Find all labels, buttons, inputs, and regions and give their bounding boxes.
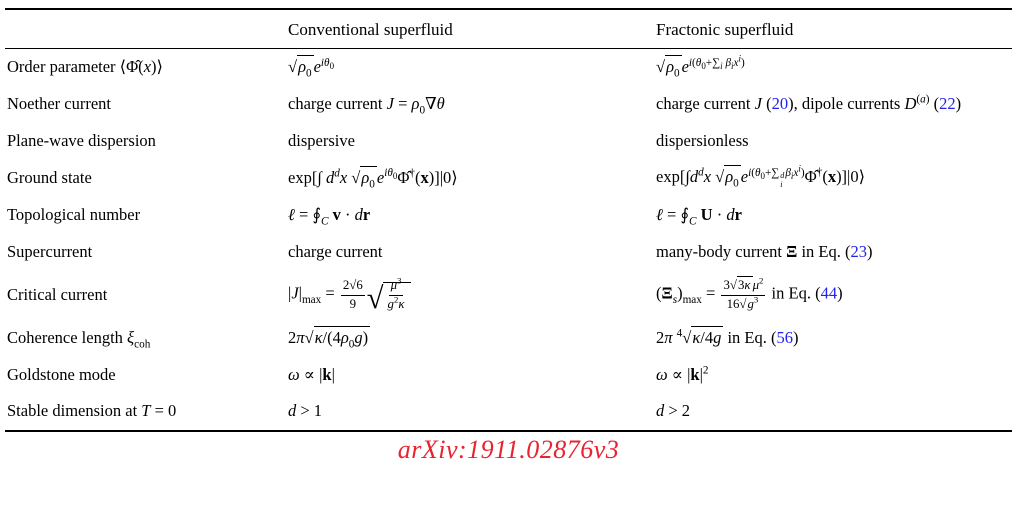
row-label-topological-number: Topological number xyxy=(7,204,141,224)
row-label-noether-current: Noether current xyxy=(7,93,111,113)
cell-conventional-goldstone-mode: ω ∝ |k| xyxy=(288,364,335,384)
row-label-critical-current: Critical current xyxy=(7,284,108,304)
header-empty xyxy=(5,9,286,49)
eq-ref-44[interactable]: 44 xyxy=(820,283,838,303)
table-row-topological-number xyxy=(5,197,1012,234)
cell-conventional-stable-dimension: d > 1 xyxy=(288,401,323,421)
table-row-order-parameter xyxy=(5,49,1012,86)
cell-fractonic-order-parameter: $√\rho_0$ $e^{i(\theta_0+\sum_i \beta_ix^i)}$ xyxy=(656,53,745,80)
cell-conventional-noether-current: charge current $J = \rho_0\nabla\theta$ xyxy=(288,93,445,117)
table-row-noether-current xyxy=(5,86,1012,123)
table-row-stable-dimension xyxy=(5,393,1012,431)
cell-conventional-supercurrent: charge current xyxy=(288,241,383,261)
table-row-supercurrent xyxy=(5,234,1012,271)
row-label-coherence-length: Coherence length $\xi_{coh}$ xyxy=(7,328,151,351)
row-label-stable-dimension: Stable dimension at T = 0 xyxy=(7,401,177,421)
cell-fractonic-noether-current: charge current J (20), dipole currents $D^{(a)}$ (22) xyxy=(656,93,962,113)
cell-conventional-ground-state: exp[∫ $d^dx$ $√\rho_0$ $e^{i\theta_0}\Phî^\dagger(x)]|0⟩$ xyxy=(288,167,458,191)
row-label-order-parameter: Order parameter ⟨Φ̂(x)⟩ xyxy=(7,57,163,77)
cell-fractonic-stable-dimension: d > 2 xyxy=(656,401,691,421)
cell-conventional-coherence-length: $2\pi√\kappa/(4\rho_0g)$ xyxy=(288,328,369,351)
row-label-supercurrent: Supercurrent xyxy=(7,241,93,261)
cell-fractonic-plane-wave-dispersion: dispersionless xyxy=(656,130,749,150)
table-row-coherence-length xyxy=(5,320,1012,357)
table-header-row xyxy=(5,9,1012,49)
cell-fractonic-critical-current: $(\Xi_s)_{max}$ = $\frac{3√3\kappa \mu^2}{16√g^3}$ in Eq. (44) xyxy=(656,275,843,311)
comparison-table xyxy=(5,8,1012,432)
eq-ref-22[interactable]: 22 xyxy=(939,93,956,113)
row-label-goldstone-mode: Goldstone mode xyxy=(7,364,116,384)
cell-fractonic-topological-number: ℓ = $∮_C$ U · dr xyxy=(656,204,742,228)
arxiv-watermark-link[interactable]: arXiv:1911.02876v3 xyxy=(397,434,620,464)
cell-conventional-order-parameter: $√\rho_0$ $e^{i\theta_0}$ xyxy=(288,56,335,80)
eq-ref-56[interactable]: 56 xyxy=(776,328,794,348)
cell-fractonic-ground-state: $\exp[\int d^dx$ $√\rho_0$ $e^{i(\theta_0+\sum d i \beta_ix^i)}\Phî^\dagger(x)]|0⟩$ xyxy=(656,162,866,190)
cell-fractonic-supercurrent: many-body current Ξ in Eq. (23) xyxy=(656,241,873,261)
table-row-critical-current xyxy=(5,270,1012,320)
cell-conventional-plane-wave-dispersion: dispersive xyxy=(288,130,355,150)
header-fractonic-superfluid: Fractonic superfluid xyxy=(656,20,794,39)
table-row-ground-state xyxy=(5,159,1012,197)
table-row-plane-wave-dispersion xyxy=(5,123,1012,160)
cell-conventional-critical-current: $|J|_{max}$ = $\frac{2√6}{9}$ √ $\frac{\mu^3}{g^2\kappa}$ xyxy=(286,270,654,320)
eq-ref-20[interactable]: 20 xyxy=(771,93,789,113)
eq-ref-23[interactable]: 23 xyxy=(850,241,867,261)
cell-fractonic-goldstone-mode: $\omega \propto |k|^2$ xyxy=(656,364,709,384)
cell-conventional-topological-number: ℓ = $∮_C$ v · dr xyxy=(288,204,371,228)
table-row-goldstone-mode xyxy=(5,357,1012,394)
header-conventional-superfluid: Conventional superfluid xyxy=(288,20,453,39)
cell-fractonic-coherence-length: 2π $^4$√κ/4g in Eq. (56) xyxy=(656,327,799,348)
row-label-ground-state: Ground state xyxy=(7,167,92,187)
row-label-plane-wave-dispersion: Plane-wave dispersion xyxy=(7,130,156,150)
